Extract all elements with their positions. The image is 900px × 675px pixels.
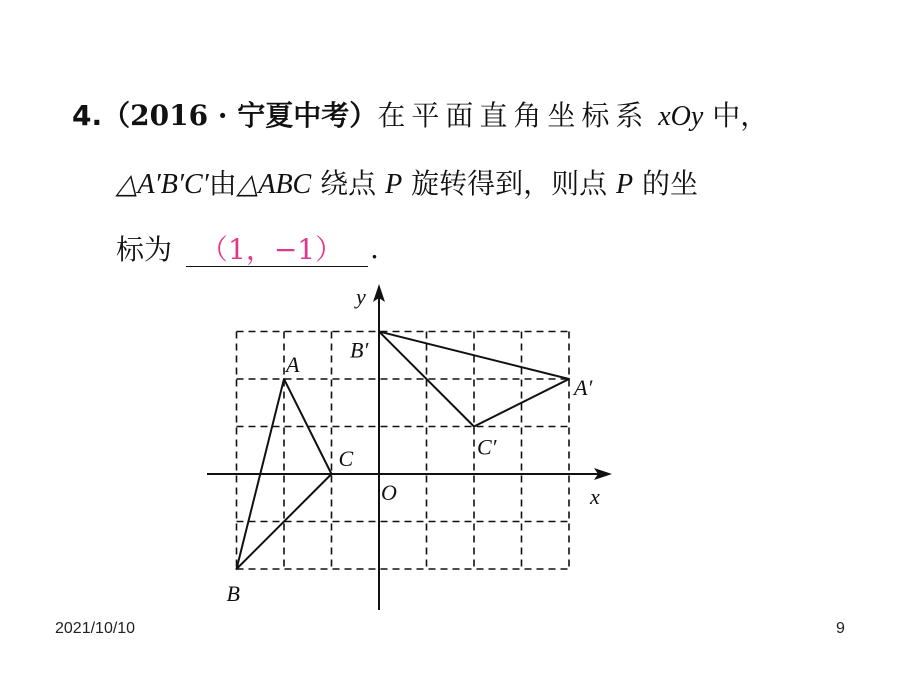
line1-end: 中， <box>712 99 769 132</box>
answer-text: （1，−1） <box>200 233 344 266</box>
point-p-1: P <box>385 169 403 200</box>
label-point-a-prime: A′ <box>574 375 593 400</box>
answer-period: . <box>370 232 379 265</box>
line1-math: xOy <box>658 101 704 132</box>
label-y-axis: y <box>356 284 366 309</box>
label-point-b: B <box>226 581 240 606</box>
footer-date: 2021/10/10 <box>55 620 136 637</box>
line2-text2: 旋转得到，则点 <box>411 167 608 200</box>
label-origin: O <box>381 480 397 505</box>
point-p-2: P <box>616 169 634 200</box>
label-point-c-prime: C′ <box>477 434 497 460</box>
figure-labels <box>227 284 601 606</box>
label-point-b-prime: B′ <box>350 337 369 363</box>
label-x-axis: x <box>590 484 600 509</box>
label-point-c: C <box>338 446 354 471</box>
line2-mid: 由 <box>208 167 237 200</box>
question-number: 4. <box>72 99 103 132</box>
line2-text: 绕点 <box>320 167 377 200</box>
line3-text: 标为 <box>116 233 173 266</box>
footer-page-number: 9 <box>836 620 845 637</box>
triangle-prime: △A′B′C′ <box>116 169 209 200</box>
question-source: （2016 · 宁夏中考） <box>102 99 378 132</box>
line1-text: 在平面直角坐标系 <box>377 99 650 132</box>
label-point-a: A <box>286 352 300 377</box>
triangle-abc: △ABC <box>236 169 312 200</box>
line2-end: 的坐 <box>642 167 699 200</box>
